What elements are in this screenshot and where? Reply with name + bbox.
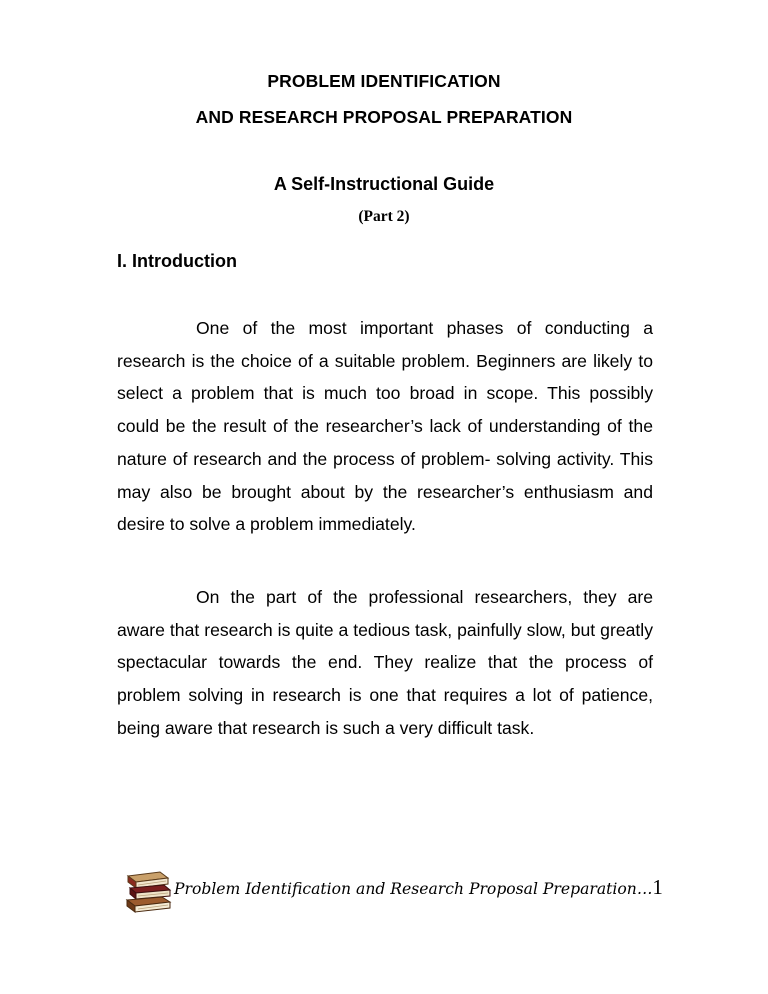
- page-footer: [124, 868, 684, 918]
- footer-running-title: [174, 875, 663, 900]
- paragraph-2: On the part of the professional researchers, they are aware that research is quite a tedious task, painfully slow, but greatly spectacular towards the end. They realize that the process of problem solving in research is one that requires a lot of patience, being aware that research is such a very difficult task.: [117, 587, 653, 738]
- running-title-text: Problem Identification and Research Proposal Preparation…: [174, 880, 653, 898]
- paragraph-1: One of the most important phases of conducting a research is the choice of a suitable problem. Beginners are likely to select a problem that is much too broad in scope. This possibly could be the result of the researcher’s lack of understanding of the nature of research and the process of problem- solving activity. This may also be brought about by the researcher’s enthusiasm and desire to solve a problem immediately.: [117, 318, 653, 535]
- part-label: (Part 2): [358, 208, 410, 225]
- title-line-2: AND RESEARCH PROPOSAL PREPARATION: [195, 107, 573, 127]
- section-heading: I. Introduction: [117, 251, 237, 271]
- page-number: 1: [652, 875, 663, 899]
- subtitle: A Self-Instructional Guide: [273, 174, 495, 194]
- books-icon: [124, 868, 178, 918]
- title-line-1: PROBLEM IDENTIFICATION: [267, 71, 501, 91]
